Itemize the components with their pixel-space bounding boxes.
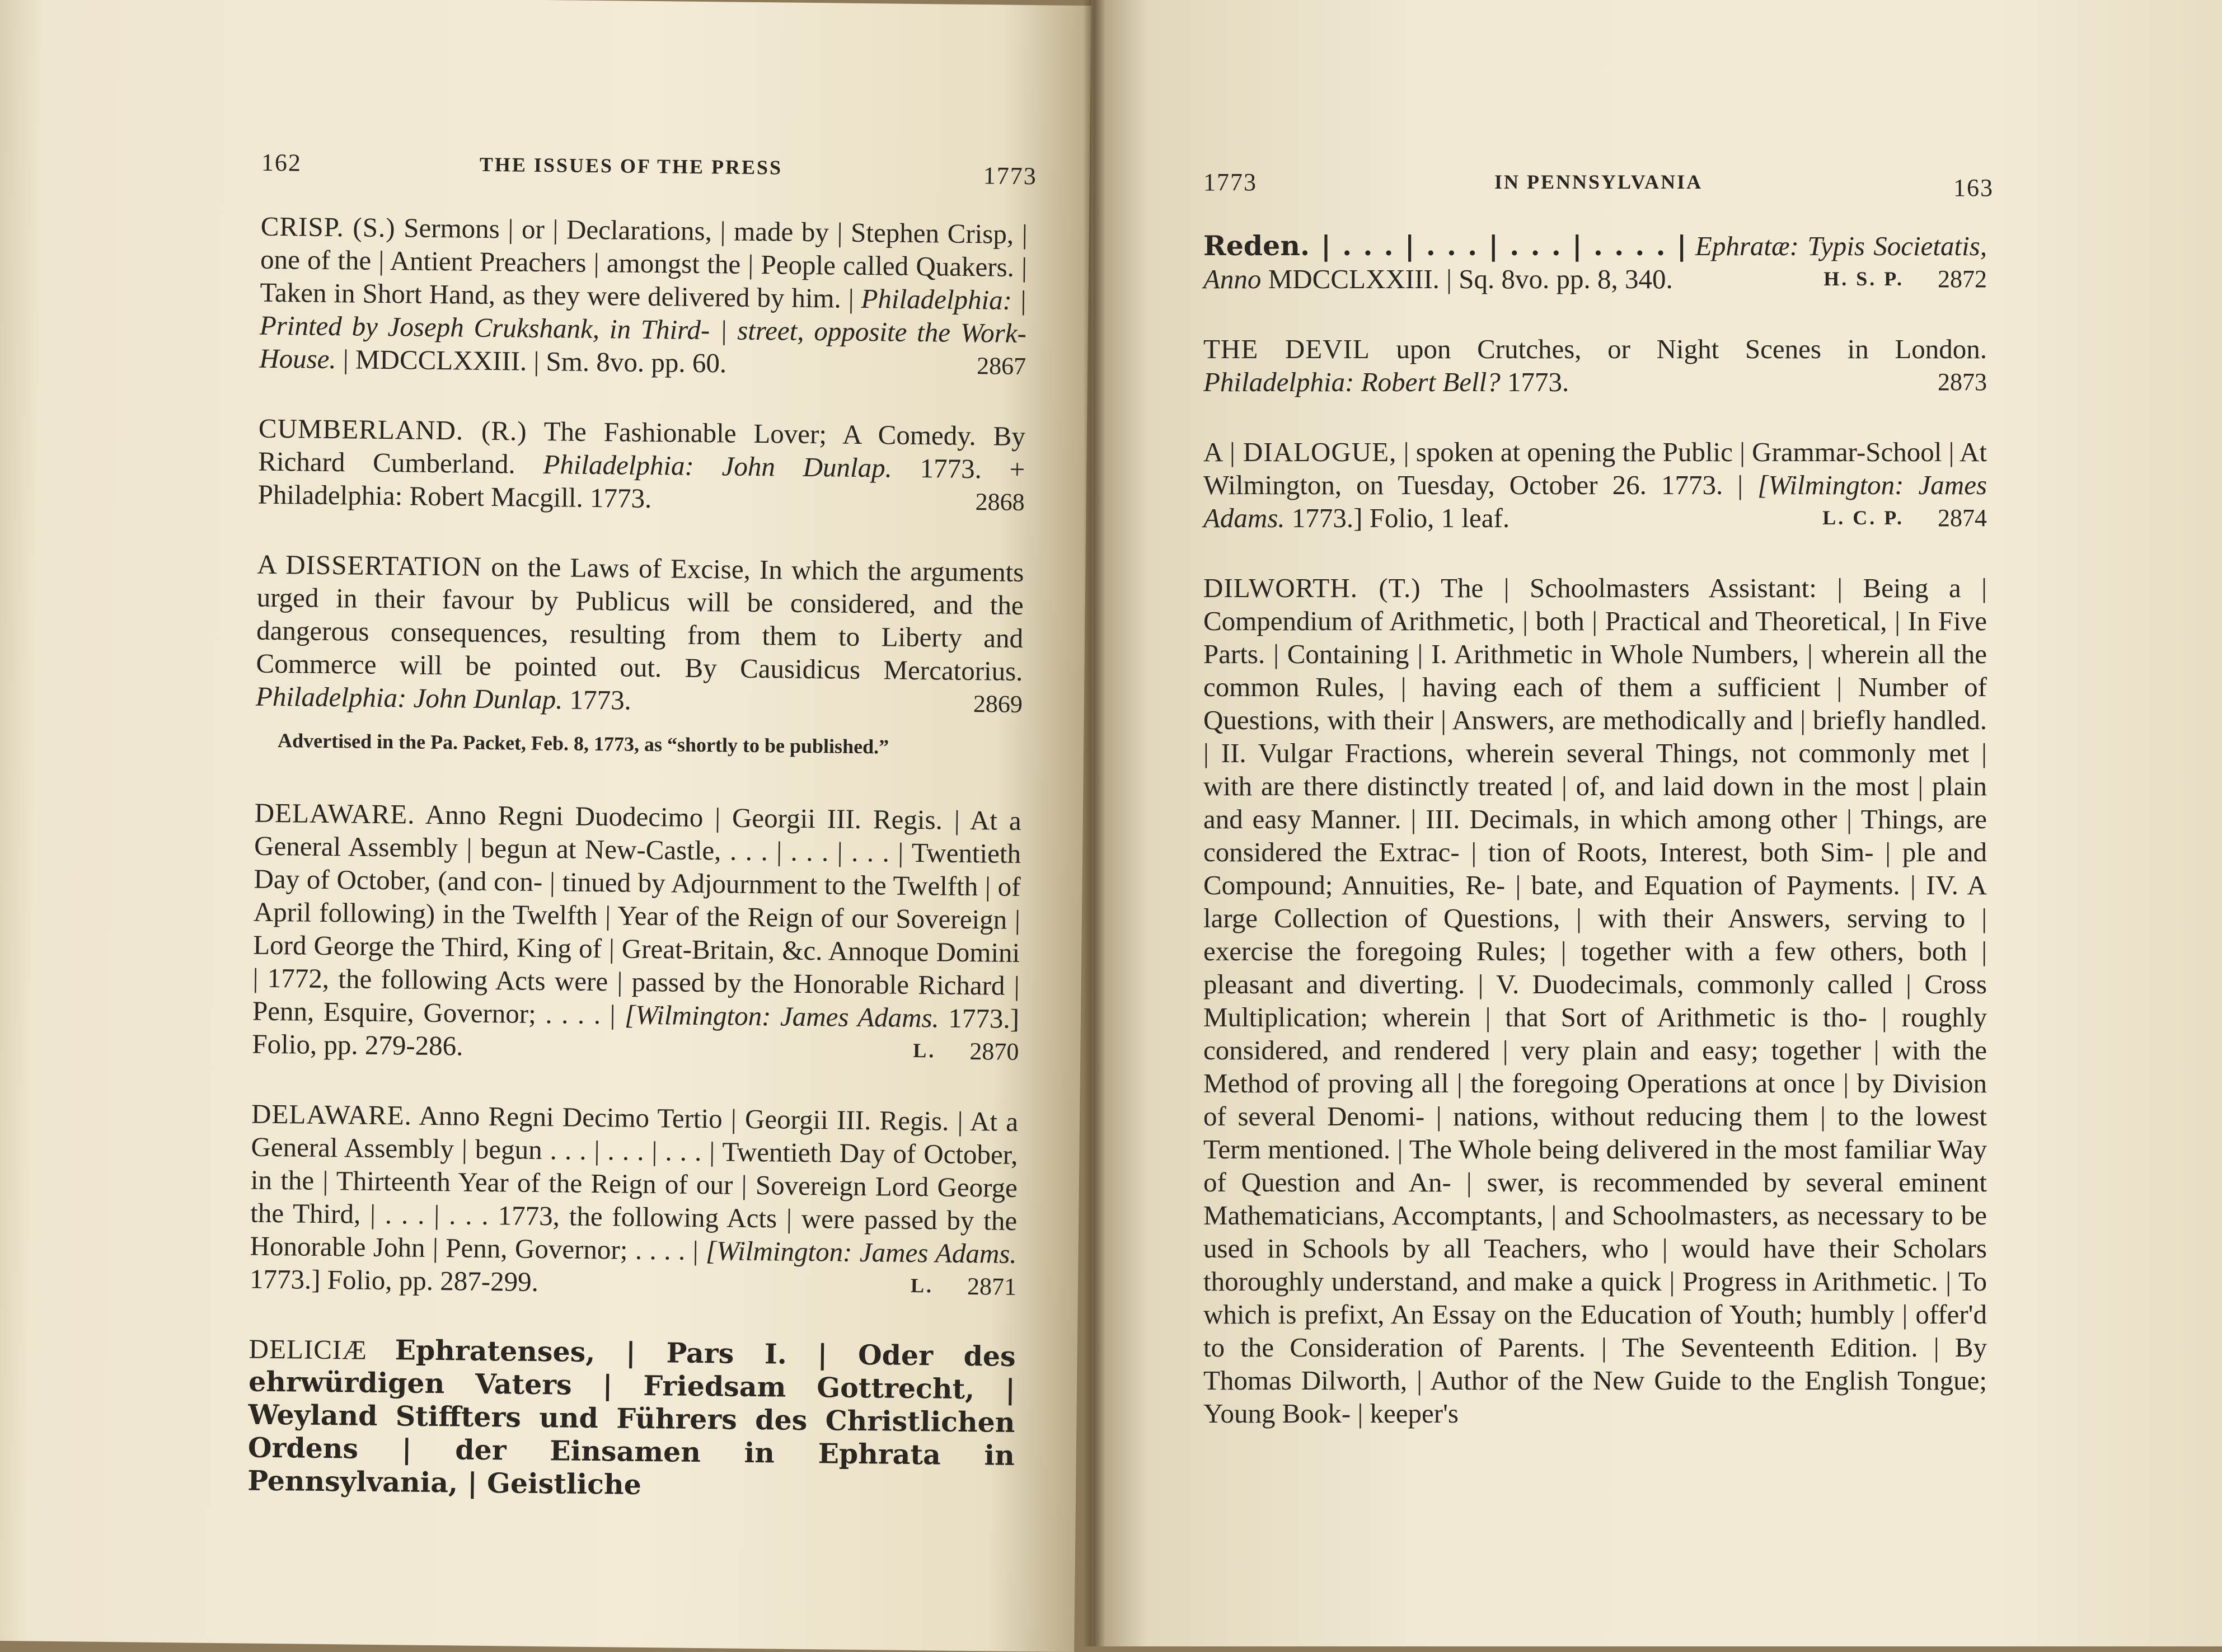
- entry-heading: DELAWARE.: [251, 1098, 412, 1131]
- entry-imprint: [Wilmington: James Adams.: [705, 1235, 1017, 1269]
- entry-body: The Fashionable Lover; A Comedy. By Richard Cumberland.: [258, 416, 1026, 480]
- entry-library: L.: [910, 1274, 934, 1297]
- entry-body: on the Laws of Excise, In which the arguments urged in their favour by Publicus will be considered, and the dangerous consequences, resulting from them to Liberty and Commerce will be pointed out. By Causidicus Mercatorius.: [256, 551, 1024, 687]
- entry-heading: DILWORTH. (T.): [1203, 572, 1421, 603]
- entry-body: Ephratenses, | Pars I. | Oder des ehrwürdigen Vaters | Friedsam Gottrecht, | Weyland Stiffters und Führers des Christlichen Ordens | der Einsamen in Ephrata in Pennsylvania, | Geistliche: [247, 1334, 1016, 1501]
- entry-tail: 1773.] Folio, pp. 279-286.: [252, 1002, 1020, 1062]
- left-running-title: THE ISSUES OF THE PRESS: [479, 153, 783, 179]
- entry-note: Advertised in the Pa. Packet, Feb. 8, 1773, as “shortly to be published.”: [277, 729, 889, 758]
- entry-2869: [256, 548, 1024, 721]
- entry-heading: DELICIÆ: [249, 1333, 368, 1365]
- entry-heading: A DISSERTATION: [257, 548, 482, 582]
- book-gutter: [1083, 0, 1105, 1646]
- entry-library: L. C. P.: [1822, 506, 1904, 529]
- entry-tail: | MDCCLXXIII. | Sm. 8vo. pp. 60.: [343, 344, 727, 379]
- entry-tail: 1773.: [1507, 367, 1569, 397]
- entry-2873: [1203, 332, 1987, 398]
- entry-imprint: Ephratæ: Typis Societatis, Anno: [1203, 231, 1987, 294]
- right-running-year: 1773: [1203, 168, 1257, 196]
- entry-number: 2867: [976, 352, 1026, 381]
- entry-number: 2869: [973, 690, 1023, 718]
- entry-heading: THE DEVIL: [1203, 334, 1370, 364]
- entry-2867: [259, 210, 1028, 383]
- entry-tail: 1773.] Folio, 1 leaf.: [1291, 503, 1510, 533]
- entry-tail: 1773.] Folio, pp. 287-299.: [249, 1263, 539, 1297]
- entry-imprint: [Wilmington: James Adams.: [1203, 470, 1987, 533]
- entry-number: 2870: [969, 1038, 1019, 1066]
- entry-2875-start: [1203, 571, 1987, 1430]
- left-page-number: 162: [261, 148, 302, 177]
- entry-body: Anno Regni Decimo Tertio | Georgii III. Regis. | At a General Assembly | begun . . . | . . . | . . . | Twentieth Day of October, in the | Thirteenth Year of the Reign of our | Sovereign Lord George the Third, | . . . | . . . 1773, the following Acts | were passed by the Honorable John | Penn, Governor; . . . . |: [250, 1100, 1019, 1266]
- entry-number: 2871: [967, 1273, 1017, 1301]
- entry-number: 2874: [1938, 504, 1987, 532]
- right-page-content: [1203, 229, 1987, 1467]
- entry-body: upon Crutches, or Night Scenes in London.: [1396, 334, 1987, 364]
- entry-imprint: Philadelphia: John Dunlap.: [255, 680, 563, 715]
- entry-number: 2868: [975, 488, 1025, 517]
- entry-tail: 1773. + Philadelphia: Robert Macgill. 1773.: [257, 453, 1025, 514]
- entry-imprint: Philadelphia: | Printed by Joseph Crukshank, in Third- | street, opposite the Work-House.: [259, 283, 1027, 375]
- entry-tail: MDCCLXXIII. | Sq. 8vo. pp. 8, 340.: [1268, 264, 1673, 294]
- entry-body: | spoken at opening the Public | Grammar-School | At Wilmington, on Tuesday, October 26. 1773. |: [1203, 437, 1987, 500]
- right-page: [1091, 0, 2222, 1646]
- right-running-title: IN PENNSYLVANIA: [1494, 171, 1703, 193]
- entry-library: H. S. P.: [1823, 267, 1904, 290]
- entry-heading: DELAWARE.: [254, 797, 415, 830]
- entry-heading: A | DIALOGUE,: [1203, 437, 1397, 467]
- entry-number: 2872: [1938, 265, 1987, 293]
- entry-body: Anno Regni Duodecimo | Georgii III. Regis. | At a General Assembly | begun at New-Castle, . . . | . . . | . . . | Twentieth Day of October, (and con- | tinued by Adjournment to the Twelfth | of April following) in the Twelfth | Year of the Reign of our Sovereign | Lord George the Third, King of | Great-Britain, &c. Annoque Domini | 1772, the following Acts were | passed by the Honorable Richard | Penn, Esquire, Governor; . . . . |: [252, 799, 1021, 1030]
- entry-body: Reden. | . . . | . . . | . . . | . . . . |: [1203, 229, 1687, 262]
- entry-2871: [250, 1097, 1019, 1303]
- left-page: [0, 0, 1091, 1652]
- entry-2872-start: [247, 1332, 1016, 1505]
- entry-2874: [1203, 435, 1987, 534]
- entry-imprint: Philadelphia: Robert Bell?: [1203, 367, 1501, 397]
- left-page-content: [247, 210, 1028, 1542]
- entry-body: Sermons | or | Declarations, | made by | Stephen Crisp, | one of the | Antient Preachers | amongst the | People called Quakers. | Taken in Short Hand, as they were delivered by him. |: [260, 212, 1028, 314]
- entry-2868: [257, 412, 1025, 519]
- entry-tail: 1773.: [569, 684, 632, 716]
- entry-imprint: Philadelphia: John Dunlap.: [543, 448, 893, 484]
- left-running-head: [0, 146, 1090, 190]
- entry-library: L.: [913, 1039, 936, 1062]
- right-page-number: 163: [1953, 174, 1994, 201]
- entry-2872: [1203, 229, 1987, 295]
- entry-heading: CRISP. (S.): [260, 210, 396, 243]
- entry-number: 2873: [1938, 368, 1987, 396]
- entry-body: The | Schoolmasters Assistant: | Being a | Compendium of Arithmetic, | both | Practical and Theoretical, | In Five Parts. | Containing | I. Arithmetic in Whole Numbers, | wherein all the common Rules, | having each of them a sufficient | Number of Questions, with their | Answers, are methodically and | briefly handled. | II. Vulgar Fractions, wherein several Things, not commonly met | with are there distinctly treated | of, and laid down in the most | plain and easy Manner. | III. Decimals, in which among other | Things, are considered the Extrac- | tion of Roots, Interest, both Sim- | ple and Compound; Annuities, Re- | bate, and Equation of Payments. | IV. A large Collection of Questions, | with their Answers, serving to | exercise the foregoing Rules; | together with a few others, both | pleasant and diverting. | V. Duodecimals, commonly called | Cross Multiplication; wherein | that Sort of Arithmetic is tho- | roughly considered, and rendered | very plain and easy; together | with the Method of proving all | the foregoing Operations at once | by Division of several Denomi- | nations, without reducing them | to the lowest Term mentioned. | The Whole being delivered in the most familiar Way of Question and An- | swer, is recommended by several eminent Mathematicians, Accomptants, | and Schoolmasters, as necessary to be used in Schools by all Teachers, who | would have their Scholars thoroughly understand, and make a quick | Progress in Arithmetic. | To which is prefixt, An Essay on the Education of Youth; humbly | offer'd to the Consideration of Parents. | The Seventeenth Edition. | By Thomas Dilworth, | Author of the New Guide to the English Tongue; Young Book- | keeper's: [1203, 572, 1987, 1429]
- left-running-year: 1773: [983, 162, 1038, 190]
- entry-imprint: [Wilmington: James Adams.: [624, 999, 940, 1034]
- entry-2870: [252, 796, 1021, 1068]
- entry-heading: CUMBERLAND. (R.): [258, 412, 527, 447]
